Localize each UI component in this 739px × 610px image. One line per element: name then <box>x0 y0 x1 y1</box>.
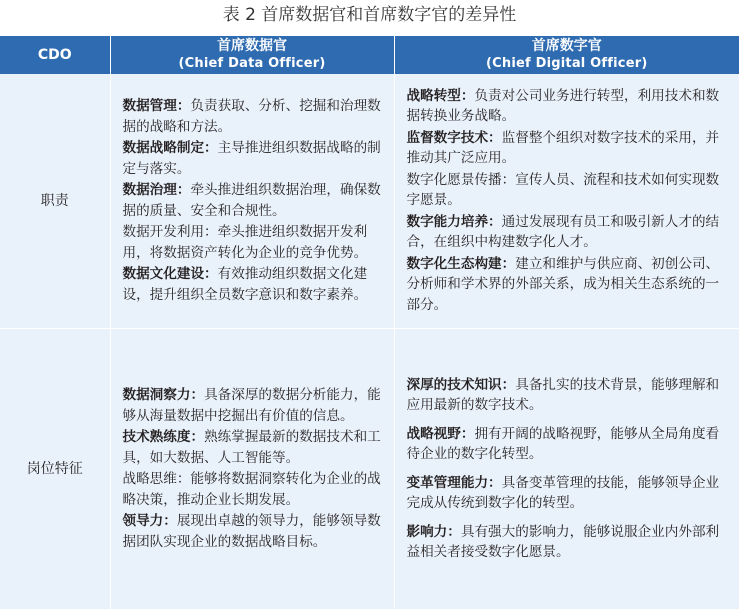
item-text: 负责对公司业务进行转型，利用技术和数据转换业务战略。 <box>406 87 720 125</box>
item-term: 监督数字技术： <box>406 129 502 146</box>
item-term: 数据战略制定： <box>122 140 218 156</box>
header-chief-data-officer <box>110 36 394 74</box>
item-term: 数据文化建设： <box>122 266 218 282</box>
list-item <box>407 254 730 316</box>
comparison-table <box>0 36 739 610</box>
cell-data-officer-responsibilities <box>110 74 394 329</box>
item-term: 数据管理： <box>122 98 191 114</box>
list-item <box>407 212 730 253</box>
item-text: 拥有开阔的战略视野，能够从全局角度看待企业的数字化转型。 <box>406 425 720 462</box>
header-chief-digital-officer-cn: 首席数字官 <box>531 38 602 54</box>
item-term: 深厚的技术知识： <box>406 376 516 393</box>
item-text: 通过发展现有员工和吸引新人才的结合，在组织中构建数字化人才。 <box>406 213 720 251</box>
table-row-responsibilities <box>0 74 739 329</box>
list-item <box>407 522 730 563</box>
item-term: 数字化生态构建： <box>406 255 516 272</box>
item-text: 战略思维：能够将数据洞察转化为企业的战略决策，推动企业长期发展。 <box>122 471 381 508</box>
row-label-responsibilities: 职责 <box>0 74 110 329</box>
item-term: 影响力： <box>406 523 461 540</box>
table-row-job-traits <box>0 329 739 610</box>
header-row <box>0 36 739 74</box>
row-label-job-traits: 岗位特征 <box>0 329 110 610</box>
list-item <box>123 180 384 221</box>
item-term: 数字能力培养： <box>406 213 502 230</box>
item-term: 领导力： <box>122 513 177 529</box>
list-item <box>407 424 730 465</box>
item-term: 战略转型： <box>406 87 475 104</box>
list-item <box>123 222 384 263</box>
header-chief-digital-officer <box>394 36 739 74</box>
list-item <box>407 170 730 211</box>
list-item <box>123 469 384 510</box>
item-text: 监督整个组织对数字技术的采用，并推动其广泛应用。 <box>406 129 720 167</box>
table-caption: 表 2 首席数据官和首席数字官的差异性 <box>222 5 517 25</box>
list-item <box>123 264 384 305</box>
item-text: 具备扎实的技术背景，能够理解和应用最新的数字技术。 <box>406 376 720 413</box>
item-text: 具有强大的影响力，能够说服企业内外部利益相关者接受数字化愿景。 <box>406 523 720 560</box>
header-chief-data-officer-cn: 首席数据官 <box>217 38 287 54</box>
item-text: 建立和维护与供应商、初创公司、分析师和学术界的外部关系，成为相关生态系统的一部分。 <box>406 255 720 313</box>
list-item <box>407 473 730 514</box>
header-cdo <box>0 36 110 74</box>
cell-data-officer-traits <box>110 329 394 610</box>
item-text: 数字化愿景传播：宣传人员、流程和技术如何实现数字愿景。 <box>406 171 720 209</box>
list-item <box>407 128 730 169</box>
item-text: 数据开发利用：牵头推进组织数据开发利用，将数据资产转化为企业的竞争优势。 <box>122 224 368 261</box>
item-term: 数据治理： <box>122 182 191 198</box>
item-text: 有效推动组织数据文化建设，提升组织全员数字意识和数字素养。 <box>122 266 368 303</box>
header-cdo-label: CDO <box>37 47 72 63</box>
item-text: 展现出卓越的领导力，能够领导数据团队实现企业的数据战略目标。 <box>122 513 381 550</box>
list-item <box>407 86 730 127</box>
item-text: 主导推进组织数据战略的制定与落实。 <box>122 140 381 177</box>
item-term: 战略视野： <box>406 425 475 442</box>
item-term: 数据洞察力： <box>122 387 205 403</box>
list-item <box>407 375 730 416</box>
list-item <box>123 138 384 179</box>
item-text: 负责获取、分析、挖掘和治理数据的战略和方法。 <box>122 98 381 135</box>
item-text: 牵头推进组织数据治理，确保数据的质量、安全和合规性。 <box>122 182 381 219</box>
item-term: 变革管理能力： <box>406 474 502 491</box>
list-item <box>123 96 384 137</box>
list-item <box>123 427 384 468</box>
item-text: 熟练掌握最新的数据技术和工具，如大数据、人工智能等。 <box>122 429 381 466</box>
list-item <box>123 511 384 552</box>
header-chief-digital-officer-en: (Chief Digital Officer) <box>486 56 648 71</box>
item-text: 具备深厚的数据分析能力，能够从海量数据中挖掘出有价值的信息。 <box>122 387 381 424</box>
cell-digital-officer-traits <box>394 329 739 610</box>
header-chief-data-officer-en: (Chief Data Officer) <box>178 56 326 71</box>
cell-digital-officer-responsibilities <box>394 74 739 329</box>
list-item <box>123 385 384 426</box>
item-text: 具备变革管理的技能，能够领导企业完成从传统到数字化的转型。 <box>406 474 720 511</box>
item-term: 技术熟练度： <box>122 429 205 445</box>
